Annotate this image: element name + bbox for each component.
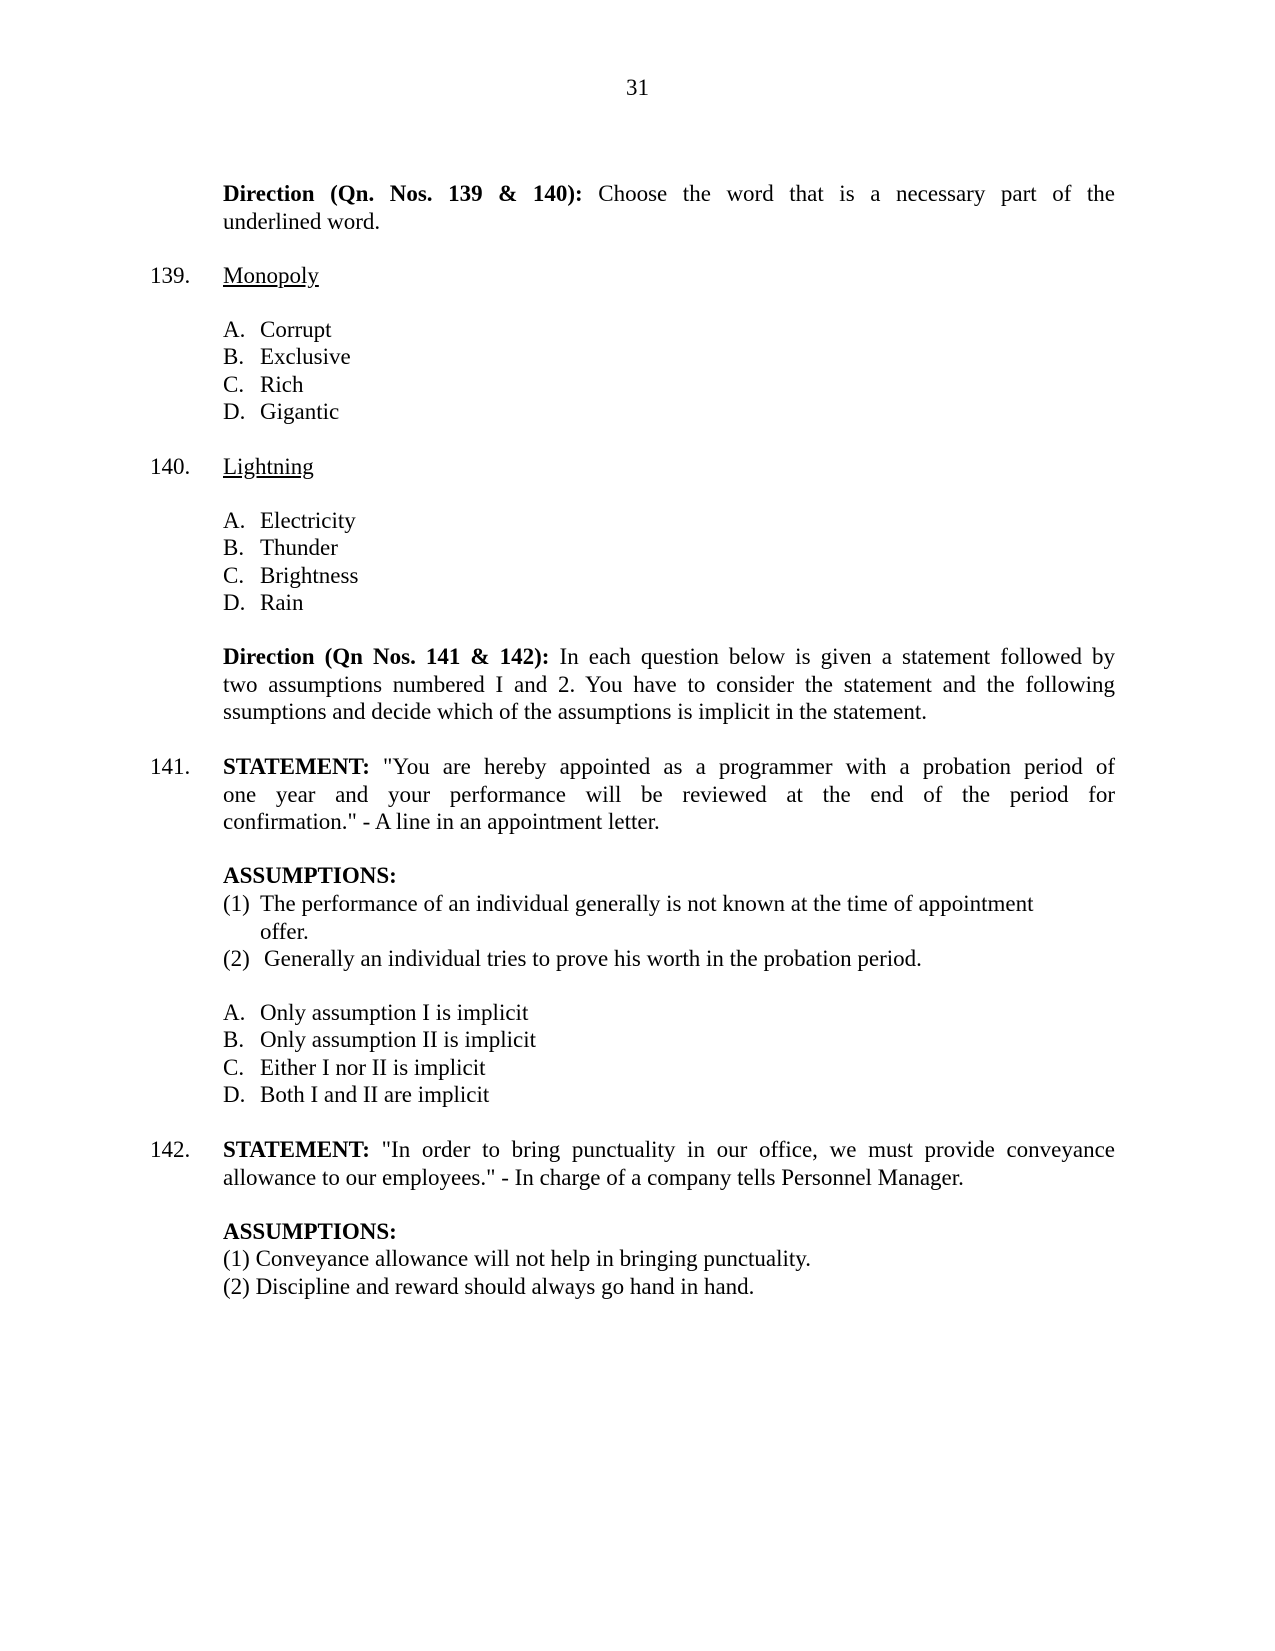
option-139-c: C. Rich: [223, 372, 304, 397]
option-141-c: C. Either I nor II is implicit: [223, 1055, 486, 1080]
direction-line-3: ssumptions and decide which of the assumptions is implicit in the statement.: [223, 699, 927, 724]
statement-line-1: STATEMENT: "You are hereby appointed as a programmer with a probation period of: [223, 754, 1116, 779]
option-140-c: C. Brightness: [223, 563, 359, 588]
page-number: 31: [626, 75, 649, 100]
underlined-word: Monopoly: [223, 263, 319, 288]
question-number-139: 139.: [150, 263, 191, 288]
statement-label: STATEMENT:: [223, 754, 370, 779]
option-139-a: A. Corrupt: [223, 317, 332, 342]
assumptions-heading-142: ASSUMPTIONS:: [223, 1219, 397, 1244]
question-number-140: 140.: [150, 454, 191, 479]
option-139-d: D. Gigantic: [223, 399, 340, 424]
assumptions-heading-141: ASSUMPTIONS:: [223, 863, 397, 888]
option-141-d: D. Both I and II are implicit: [223, 1082, 490, 1107]
assumption-142-1: (1) Conveyance allowance will not help in bringing punctuality.: [223, 1246, 812, 1271]
question-word-140: [223, 453, 314, 481]
assumption-142-2: (2) Discipline and reward should always go hand in hand.: [223, 1274, 755, 1299]
option-140-d: D. Rain: [223, 590, 304, 615]
question-word-139: [223, 262, 319, 290]
direction-text: Choose the word that is a necessary part of the: [598, 181, 1116, 206]
assumption-141-2: (2) Generally an individual tries to prove his worth in the probation period.: [223, 946, 922, 971]
direction-line-1: [223, 180, 1115, 208]
statement-line-2: allowance to our employees." - In charge of a company tells Personnel Manager.: [223, 1164, 964, 1190]
statement-line-3: confirmation." - A line in an appointment letter.: [223, 809, 660, 834]
statement-141: [223, 753, 1115, 836]
assumption-141-1: (1) The performance of an individual generally is not known at the time of appointment offer.: [223, 891, 1034, 944]
question-number-141: 141.: [150, 754, 191, 779]
direction-139-140: [223, 180, 1115, 235]
underlined-word: Lightning: [223, 454, 314, 479]
option-141-a: A. Only assumption I is implicit: [223, 1000, 529, 1025]
direction-141-142: [223, 643, 1115, 726]
statement-line-2: one year and your performance will be reviewed at the end of the period for: [223, 781, 1115, 807]
direction-text: In each question below is given a statement followed by: [559, 644, 1116, 669]
direction-line-2: two assumptions numbered I and 2. You have to consider the statement and the following: [223, 671, 1115, 697]
direction-label: Direction (Qn Nos. 141 & 142):: [223, 644, 550, 669]
statement-label: STATEMENT:: [223, 1137, 370, 1162]
direction-line-2: underlined word.: [223, 208, 381, 234]
direction-line-1: [223, 643, 1115, 671]
option-140-a: A. Electricity: [223, 508, 356, 533]
option-141-b: B. Only assumption II is implicit: [223, 1027, 536, 1052]
statement-line-1: STATEMENT: "In order to bring punctuality in our office, we must provide conveyance: [223, 1137, 1115, 1162]
direction-label: Direction (Qn. Nos. 139 & 140):: [223, 181, 583, 206]
statement-142: [223, 1136, 1115, 1191]
option-140-b: B. Thunder: [223, 535, 338, 560]
question-number-142: 142.: [150, 1137, 191, 1162]
option-139-b: B. Exclusive: [223, 344, 351, 369]
